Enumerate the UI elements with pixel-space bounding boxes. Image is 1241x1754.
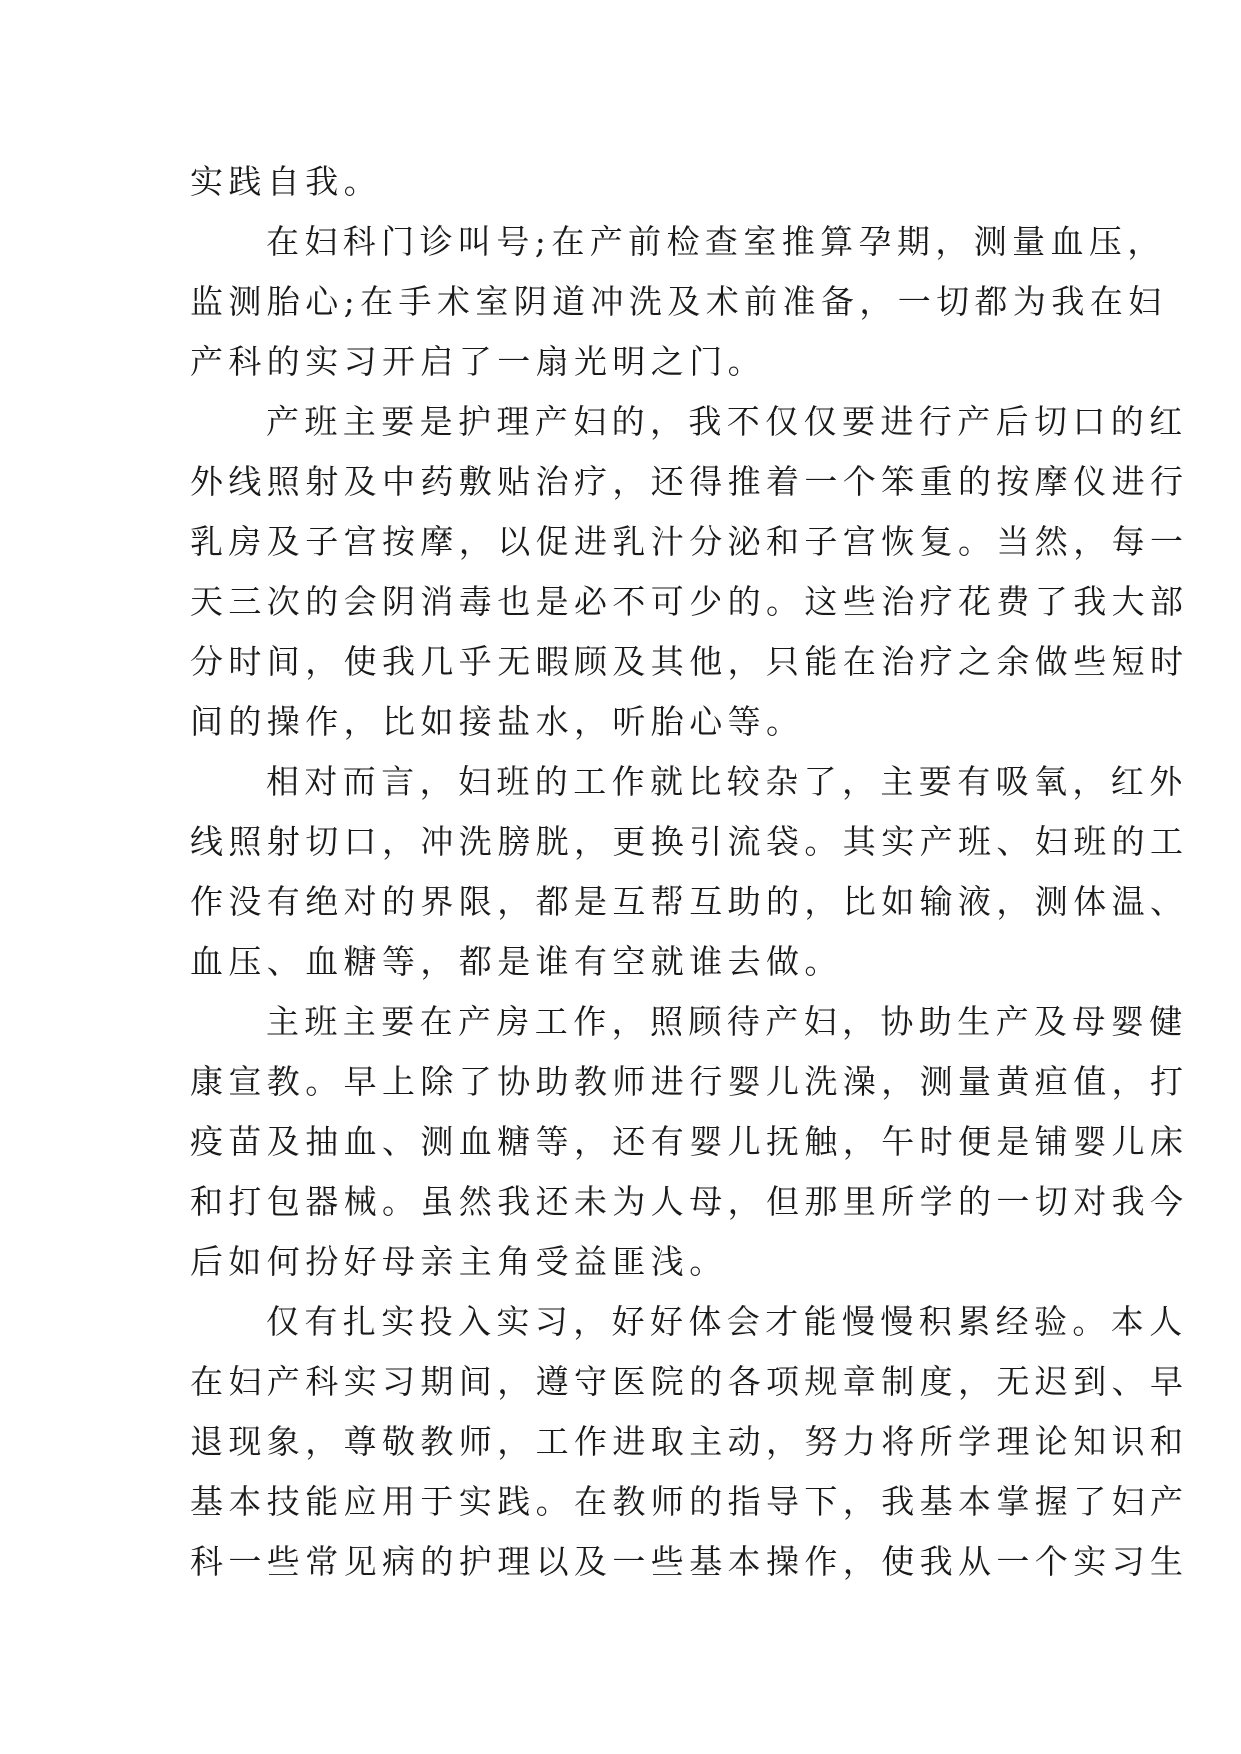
text-line: 乳房及子宫按摩，以促进乳汁分泌和子宫恢复。当然，每一 bbox=[190, 522, 1189, 561]
text-line: 在妇科门诊叫号;在产前检查室推算孕期，测量血压， bbox=[266, 222, 1166, 261]
text-line: 退现象，尊敬教师，工作进取主动，努力将所学理论知识和 bbox=[190, 1422, 1189, 1461]
text-line: 线照射切口，冲洗膀胱，更换引流袋。其实产班、妇班的工 bbox=[190, 822, 1189, 861]
text-line: 科一些常见病的护理以及一些基本操作，使我从一个实习生 bbox=[190, 1542, 1189, 1581]
text-line: 产班主要是护理产妇的，我不仅仅要进行产后切口的红 bbox=[266, 402, 1188, 441]
text-line: 后如何扮好母亲主角受益匪浅。 bbox=[190, 1242, 728, 1281]
text-line: 在妇产科实习期间，遵守医院的各项规章制度，无迟到、早 bbox=[190, 1362, 1189, 1401]
text-line: 天三次的会阴消毒也是必不可少的。这些治疗花费了我大部 bbox=[190, 582, 1189, 621]
text-line: 疫苗及抽血、测血糖等，还有婴儿抚触，午时便是铺婴儿床 bbox=[190, 1122, 1189, 1161]
text-line: 血压、血糖等，都是谁有空就谁去做。 bbox=[190, 942, 843, 981]
text-line: 作没有绝对的界限，都是互帮互助的，比如输液，测体温、 bbox=[190, 882, 1189, 921]
text-line: 主班主要在产房工作，照顾待产妇，协助生产及母婴健 bbox=[266, 1002, 1188, 1041]
text-line: 分时间，使我几乎无暇顾及其他，只能在治疗之余做些短时 bbox=[190, 642, 1189, 681]
text-line: 和打包器械。虽然我还未为人母，但那里所学的一切对我今 bbox=[190, 1182, 1189, 1221]
text-line: 外线照射及中药敷贴治疗，还得推着一个笨重的按摩仪进行 bbox=[190, 462, 1189, 501]
text-line: 仅有扎实投入实习，好好体会才能慢慢积累经验。本人 bbox=[266, 1302, 1188, 1341]
text-line: 相对而言，妇班的工作就比较杂了，主要有吸氧，红外 bbox=[266, 762, 1188, 801]
text-line: 间的操作，比如接盐水，听胎心等。 bbox=[190, 702, 805, 741]
text-line: 实践自我。 bbox=[190, 162, 382, 201]
text-line: 基本技能应用于实践。在教师的指导下，我基本掌握了妇产 bbox=[190, 1482, 1189, 1521]
text-line: 产科的实习开启了一扇光明之门。 bbox=[190, 342, 766, 381]
document-body bbox=[190, 152, 1189, 1592]
text-line: 监测胎心;在手术室阴道冲洗及术前准备，一切都为我在妇 bbox=[190, 282, 1167, 321]
text-line: 康宣教。早上除了协助教师进行婴儿洗澡，测量黄疸值，打 bbox=[190, 1062, 1189, 1101]
